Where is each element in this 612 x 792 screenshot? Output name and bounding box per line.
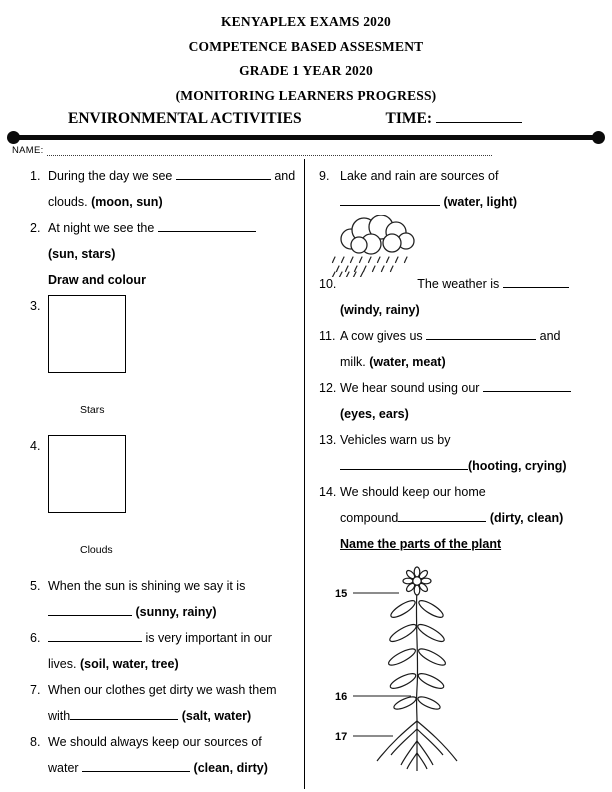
question-4-caption: Clouds	[80, 543, 113, 556]
text: We should always keep our sources of	[48, 734, 262, 749]
draw-and-colour-instruction: Draw and colour	[48, 272, 146, 287]
question-9-blank[interactable]	[340, 193, 440, 206]
time-blank[interactable]	[436, 111, 522, 123]
question-12	[319, 375, 582, 427]
question-number-17: 17	[335, 730, 348, 743]
monitoring-line: (MONITORING LEARNERS PROGRESS)	[175, 87, 437, 103]
text: The weather is	[417, 276, 500, 291]
subject-row	[0, 108, 612, 128]
question-10-blank[interactable]	[503, 275, 569, 288]
question-8	[30, 729, 304, 781]
answer-options: (hooting, crying)	[468, 458, 567, 473]
question-13-blank[interactable]	[340, 457, 468, 470]
question-number: 7.	[30, 682, 41, 697]
question-3-drawing-box[interactable]	[48, 295, 126, 373]
two-column-body	[0, 159, 612, 789]
question-13	[319, 427, 582, 479]
text: A cow gives us	[340, 328, 423, 343]
question-8-blank[interactable]	[82, 759, 190, 772]
question-7-blank[interactable]	[70, 707, 178, 720]
question-5	[30, 573, 304, 625]
plant-flower	[403, 567, 431, 595]
text: We should keep our home	[340, 484, 486, 499]
question-text	[340, 323, 582, 375]
answer-options: (dirty, clean)	[489, 510, 564, 525]
question-text	[48, 293, 304, 373]
question-14-blank[interactable]	[398, 509, 486, 522]
question-6	[30, 625, 304, 677]
assessment-title: COMPETENCE BASED ASSESMENT	[188, 38, 424, 54]
answer-options: (salt, water)	[181, 708, 252, 723]
plant-stem	[416, 590, 417, 721]
answer-options: (sun, stars)	[48, 246, 116, 261]
text: compound	[340, 510, 399, 525]
text: water	[48, 760, 79, 775]
question-4-drawing-box[interactable]	[48, 435, 126, 513]
question-1	[30, 163, 304, 215]
answer-options: (sunny, rainy)	[135, 604, 217, 619]
question-2	[30, 215, 304, 267]
text: During the day we see	[48, 168, 173, 183]
question-number: 1.	[30, 168, 41, 183]
question-number: 14.	[319, 484, 337, 499]
rain-cloud-svg	[329, 215, 425, 277]
question-text	[340, 375, 582, 427]
question-text	[48, 215, 304, 267]
question-text	[48, 625, 304, 677]
question-number: 10.	[319, 276, 337, 291]
question-11	[319, 323, 582, 375]
time-wrap	[386, 110, 523, 128]
question-6-blank[interactable]	[48, 629, 142, 642]
answer-options: (clean, dirty)	[193, 760, 268, 775]
answer-options: (windy, rainy)	[340, 302, 420, 317]
question-text	[48, 677, 304, 729]
answer-options: (soil, water, tree)	[79, 656, 179, 671]
exam-header	[0, 0, 612, 108]
text: Vehicles warn us by	[340, 432, 451, 447]
text: Lake and rain are sources of	[340, 168, 499, 183]
question-3	[30, 293, 304, 373]
question-1-blank[interactable]	[176, 167, 271, 180]
question-text	[340, 479, 582, 531]
subject-title: ENVIRONMENTAL ACTIVITIES	[68, 110, 302, 127]
question-number: 11.	[319, 328, 336, 343]
question-14	[319, 479, 582, 531]
name-input-line[interactable]	[47, 146, 492, 156]
rain-cloud-image	[329, 215, 582, 271]
time-label: TIME:	[385, 110, 432, 127]
question-text	[340, 271, 582, 323]
question-number: 6.	[30, 630, 41, 645]
text: milk.	[340, 354, 366, 369]
question-number: 9.	[319, 168, 330, 183]
divider-rule	[14, 135, 598, 140]
question-5-blank[interactable]	[48, 603, 132, 616]
question-text	[48, 433, 304, 513]
text: clouds.	[48, 194, 88, 209]
question-number: 4.	[30, 438, 41, 453]
question-11-blank[interactable]	[426, 327, 536, 340]
plant-section-heading: Name the parts of the plant	[340, 536, 502, 551]
name-label: NAME:	[12, 144, 44, 156]
answer-options: (water, light)	[443, 194, 518, 209]
question-2-blank[interactable]	[158, 219, 256, 232]
text: is very important in our	[145, 630, 272, 645]
plant-diagram	[333, 563, 582, 783]
text: and	[539, 328, 561, 343]
text: When our clothes get dirty we wash them	[48, 682, 277, 697]
question-text	[340, 427, 582, 479]
question-10	[319, 271, 582, 323]
grade-line: GRADE 1 YEAR 2020	[239, 63, 373, 78]
question-12-blank[interactable]	[483, 379, 571, 392]
question-number: 13.	[319, 432, 337, 447]
text: When the sun is shining we say it is	[48, 578, 246, 593]
question-3-caption: Stars	[80, 403, 105, 416]
question-text	[48, 163, 304, 215]
question-number-16: 16	[335, 690, 348, 703]
plant-roots	[377, 721, 457, 771]
plant-svg	[333, 563, 503, 778]
question-4	[30, 433, 304, 513]
text: lives.	[48, 656, 77, 671]
exam-title: KENYAPLEX EXAMS 2020	[220, 14, 392, 29]
answer-options: (moon, sun)	[91, 194, 163, 209]
text: At night we see the	[48, 220, 155, 235]
answer-options: (water, meat)	[369, 354, 446, 369]
text: with	[48, 708, 71, 723]
question-text	[340, 163, 582, 215]
question-text	[48, 729, 304, 781]
question-number: 12.	[319, 380, 337, 395]
question-number: 8.	[30, 734, 41, 749]
question-number-15: 15	[335, 587, 348, 600]
question-number: 2.	[30, 220, 41, 235]
answer-options: (eyes, ears)	[340, 406, 409, 421]
question-9	[319, 163, 582, 215]
question-7	[30, 677, 304, 729]
question-number: 3.	[30, 298, 41, 313]
spacer	[340, 287, 414, 288]
name-row	[12, 145, 492, 156]
question-text	[48, 573, 304, 625]
text: and	[274, 168, 296, 183]
left-column	[30, 159, 304, 789]
question-number: 5.	[30, 578, 41, 593]
right-column	[304, 159, 582, 789]
text: We hear sound using our	[340, 380, 480, 395]
